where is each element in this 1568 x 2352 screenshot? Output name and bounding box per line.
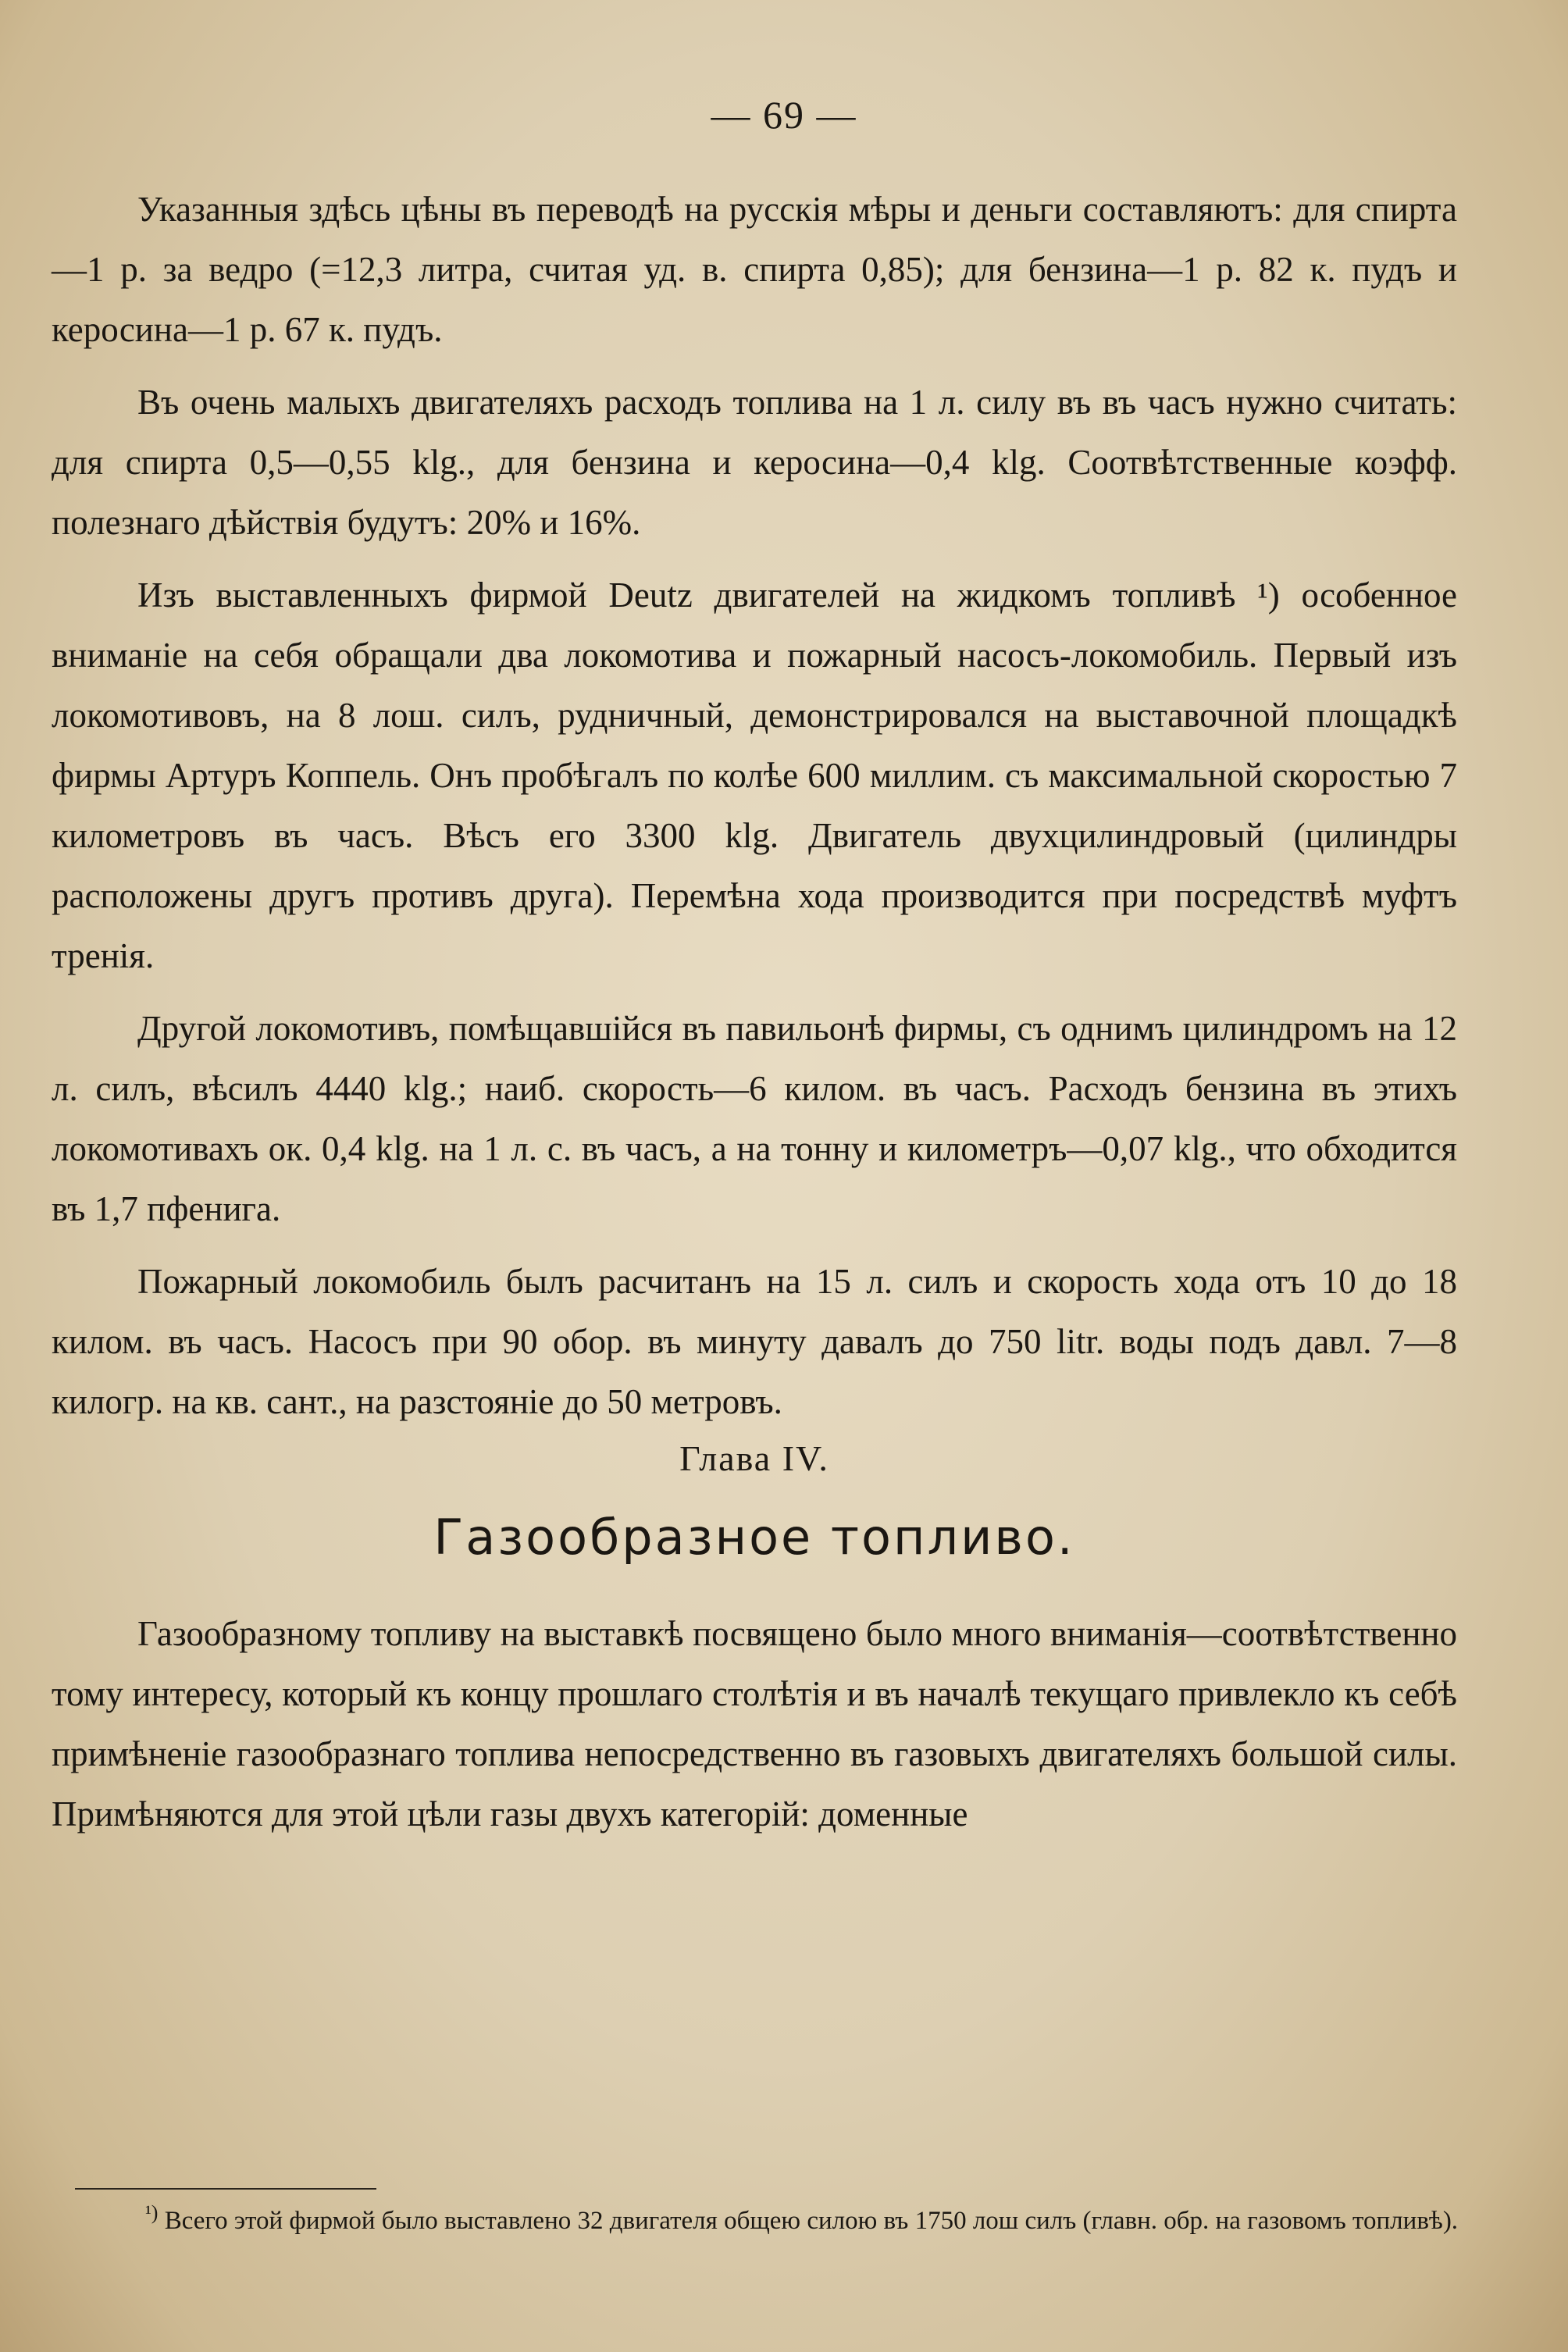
footnote-text: Всего этой фирмой было выставлено 32 двигателя общею силою въ 1750 лош силъ (главн. обр. на газовомъ топливѣ). <box>164 2207 1459 2235</box>
footnote-marker: ¹) <box>145 2201 159 2224</box>
paragraph-fuel-consumption: Въ очень малыхъ двигателяхъ расходъ топлива на 1 л. силу въ въ часъ нужно считать: для спирта 0,5—0,55 klg., для бензина и керосина—0,4 klg. Соотвѣтственные коэфф. полезнаго дѣйствія будутъ: 20% и 16%. <box>52 383 1457 542</box>
paragraph-fire-locomobile: Пожарный локомобиль былъ расчитанъ на 15 л. силъ и скорость хода отъ 10 до 18 килом. въ часъ. Насосъ при 90 обор. въ минуту давалъ до 750 litr. воды подъ давл. 7—8 килогр. на кв. сант., на разстояніе до 50 метровъ. <box>52 1262 1457 1421</box>
footnote-divider <box>75 2188 376 2190</box>
paragraph-gaseous-fuel: Газообразному топливу на выставкѣ посвящено было много вниманія—соотвѣтственно тому интересу, который къ концу прошлаго столѣтія и въ началѣ текущаго привлекло къ себѣ примѣненіе газообразнаго топлива непосредственно въ газовыхъ двигателяхъ большой силы. Примѣняются для этой цѣли газы двухъ категорій: доменные <box>52 1614 1457 1833</box>
page-body <box>52 180 1457 1857</box>
chapter-label: Глава IV. <box>679 1438 829 1478</box>
paragraph-second-locomotive: Другой локомотивъ, помѣщавшійся въ павильонѣ фирмы, съ однимъ цилиндромъ на 12 л. силъ, вѣсилъ 4440 klg.; наиб. скорость—6 килом. въ часъ. Расходъ бензина въ этихъ локомотивахъ ок. 0,4 klg. на 1 л. с. въ часъ, а на тонну и километръ—0,07 klg., что обходится въ 1,7 пфенига. <box>52 1009 1457 1228</box>
paragraph-deutz-locomotives: Изъ выставленныхъ фирмой Deutz двигателей на жидкомъ топливѣ ¹) особенное вниманіе на себя обращали два локомотива и пожарный насосъ-локомобиль. Первый изъ локомотивовъ, на 8 лош. силъ, рудничный, демонстрировался на выставочной площадкѣ фирмы Артуръ Коппель. Онъ пробѣгалъ по колѣе 600 миллим. съ максимальной скоростью 7 километровъ въ часъ. Вѣсъ его 3300 klg. Двигатель двухцилиндровый (цилиндры расположены другъ противъ друга). Перемѣна хода производится при посредствѣ муфтъ тренія. <box>52 576 1457 975</box>
footnote <box>75 2196 1470 2238</box>
page-number: — 69 — <box>711 93 857 137</box>
paragraph-prices: Указанныя здѣсь цѣны въ переводѣ на русскія мѣры и деньги составляютъ: для спирта—1 р. за ведро (=12,3 литра, считая уд. в. спирта 0,85); для бензина—1 р. 82 к. пудъ и керосина—1 р. 67 к. пудъ. <box>52 190 1457 349</box>
chapter-title: Газообразное топливо. <box>433 1509 1075 1566</box>
